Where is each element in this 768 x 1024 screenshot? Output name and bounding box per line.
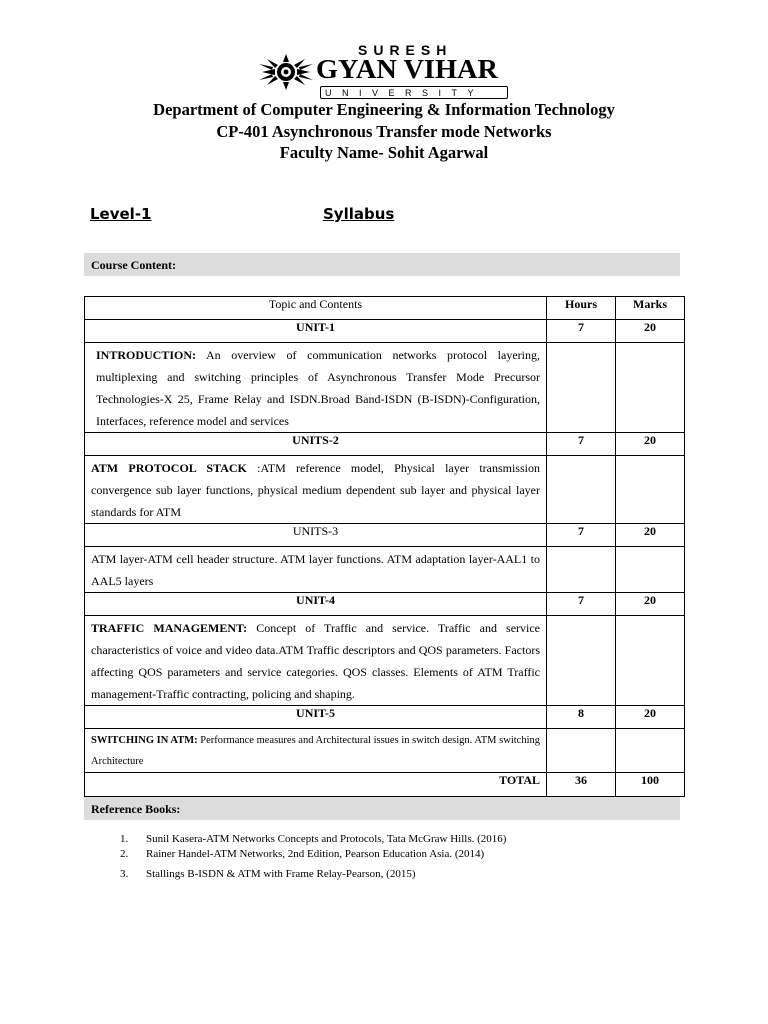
syllabus-heading: Syllabus [323, 205, 395, 223]
unit-3-hours: 7 [547, 524, 616, 547]
unit-4-hours: 7 [547, 593, 616, 616]
header-marks: Marks [616, 297, 685, 320]
unit-1-row [85, 320, 685, 343]
unit-5-text: Performance measures and Architectural issues in switch design. ATM switching Architecture [91, 735, 540, 767]
total-marks: 100 [616, 773, 685, 797]
unit-4-content-row [85, 616, 685, 706]
unit-2-hours-blank [547, 456, 616, 524]
total-label: TOTAL [85, 773, 547, 797]
unit-1-marks-blank [616, 343, 685, 433]
reference-1-text: Sunil Kasera-ATM Networks Concepts and Protocols, Tata McGraw Hills. (2016) [146, 833, 507, 845]
unit-4-marks: 20 [616, 593, 685, 616]
reference-books-label: Reference Books: [91, 802, 181, 816]
reference-3-number: 3. [120, 868, 129, 880]
course-content-label: Course Content: [91, 258, 176, 272]
course-content-band [84, 253, 680, 276]
course-title: CP-401 Asynchronous Transfer mode Networks [216, 122, 552, 141]
unit-1-title: UNIT-1 [85, 320, 547, 343]
unit-4-title: UNIT-4 [85, 593, 547, 616]
unit-3-hours-blank [547, 547, 616, 593]
unit-3-title: UNITS-3 [85, 524, 547, 547]
unit-4-content [85, 616, 547, 706]
reference-books-band [84, 797, 680, 820]
emblem-icon [258, 54, 314, 90]
unit-1-content-row [85, 343, 685, 433]
unit-2-content-row [85, 456, 685, 524]
syllabus-table [84, 296, 685, 797]
unit-1-text: An overview of communication networks protocol layering, multiplexing and switching principles of Asynchronous Transfer Mode Precursor Technologies-X 25, Frame Relay and ISDN.Broad Band-ISDN (B-ISDN)-Configuration, Interfaces, reference model and services [96, 348, 540, 428]
unit-4-text: Concept of Traffic and service. Traffic and service characteristics of voice and video data.ATM Traffic descriptors and QOS parameters. Factors affecting QOS parameters and service categories. QOS classes. Elements of ATM Traffic management-Traffic contracting, policing and shaping. [91, 621, 540, 701]
unit-4-row [85, 593, 685, 616]
unit-5-heading: SWITCHING IN ATM: [91, 735, 198, 746]
unit-1-heading: INTRODUCTION: [96, 348, 197, 362]
unit-1-hours: 7 [547, 320, 616, 343]
unit-3-content [85, 547, 547, 593]
unit-3-marks: 20 [616, 524, 685, 547]
header-hours: Hours [547, 297, 616, 320]
unit-5-content [85, 729, 547, 773]
unit-2-text: :ATM reference model, Physical layer transmission convergence sub layer functions, physical medium dependent sub layer and physical layer standards for ATM [91, 461, 540, 519]
unit-1-hours-blank [547, 343, 616, 433]
faculty-name: Faculty Name- Sohit Agarwal [279, 143, 489, 162]
level-heading: Level-1 [90, 205, 152, 223]
logo-university-text: UNIVERSITY [320, 86, 508, 99]
unit-2-title: UNITS-2 [85, 433, 547, 456]
unit-5-marks: 20 [616, 706, 685, 729]
unit-5-hours-blank [547, 729, 616, 773]
department-title: Department of Computer Engineering & Information Technology [153, 100, 615, 119]
unit-5-hours: 8 [547, 706, 616, 729]
unit-2-hours: 7 [547, 433, 616, 456]
unit-1-content [85, 343, 547, 433]
unit-3-row [85, 524, 685, 547]
unit-2-content [85, 456, 547, 524]
logo-suresh-text: SURESH [358, 42, 453, 58]
unit-4-hours-blank [547, 616, 616, 706]
unit-3-text: ATM layer-ATM cell header structure. ATM layer functions. ATM adaptation layer-AAL1 to AAL5 layers [91, 552, 540, 588]
reference-1-number: 1. [120, 833, 129, 845]
university-logo [258, 40, 513, 102]
reference-3-text: Stallings B-ISDN & ATM with Frame Relay-Pearson, (2015) [146, 868, 416, 880]
unit-5-content-row [85, 729, 685, 773]
unit-3-content-row [85, 547, 685, 593]
unit-4-heading: TRAFFIC MANAGEMENT: [91, 621, 248, 635]
reference-2-number: 2. [120, 848, 129, 860]
unit-5-row [85, 706, 685, 729]
table-header-row [85, 297, 685, 320]
logo-gyan-vihar-text: GYAN VIHAR [316, 54, 498, 84]
header-topic: Topic and Contents [85, 297, 547, 320]
unit-2-marks: 20 [616, 433, 685, 456]
unit-5-marks-blank [616, 729, 685, 773]
total-row [85, 773, 685, 797]
unit-5-title: UNIT-5 [85, 706, 547, 729]
unit-4-marks-blank [616, 616, 685, 706]
reference-2-text: Rainer Handel-ATM Networks, 2nd Edition, Pearson Education Asia. (2014) [146, 848, 485, 860]
unit-2-marks-blank [616, 456, 685, 524]
unit-1-marks: 20 [616, 320, 685, 343]
total-hours: 36 [547, 773, 616, 797]
unit-2-row [85, 433, 685, 456]
unit-2-heading: ATM PROTOCOL STACK [91, 461, 247, 475]
unit-3-marks-blank [616, 547, 685, 593]
